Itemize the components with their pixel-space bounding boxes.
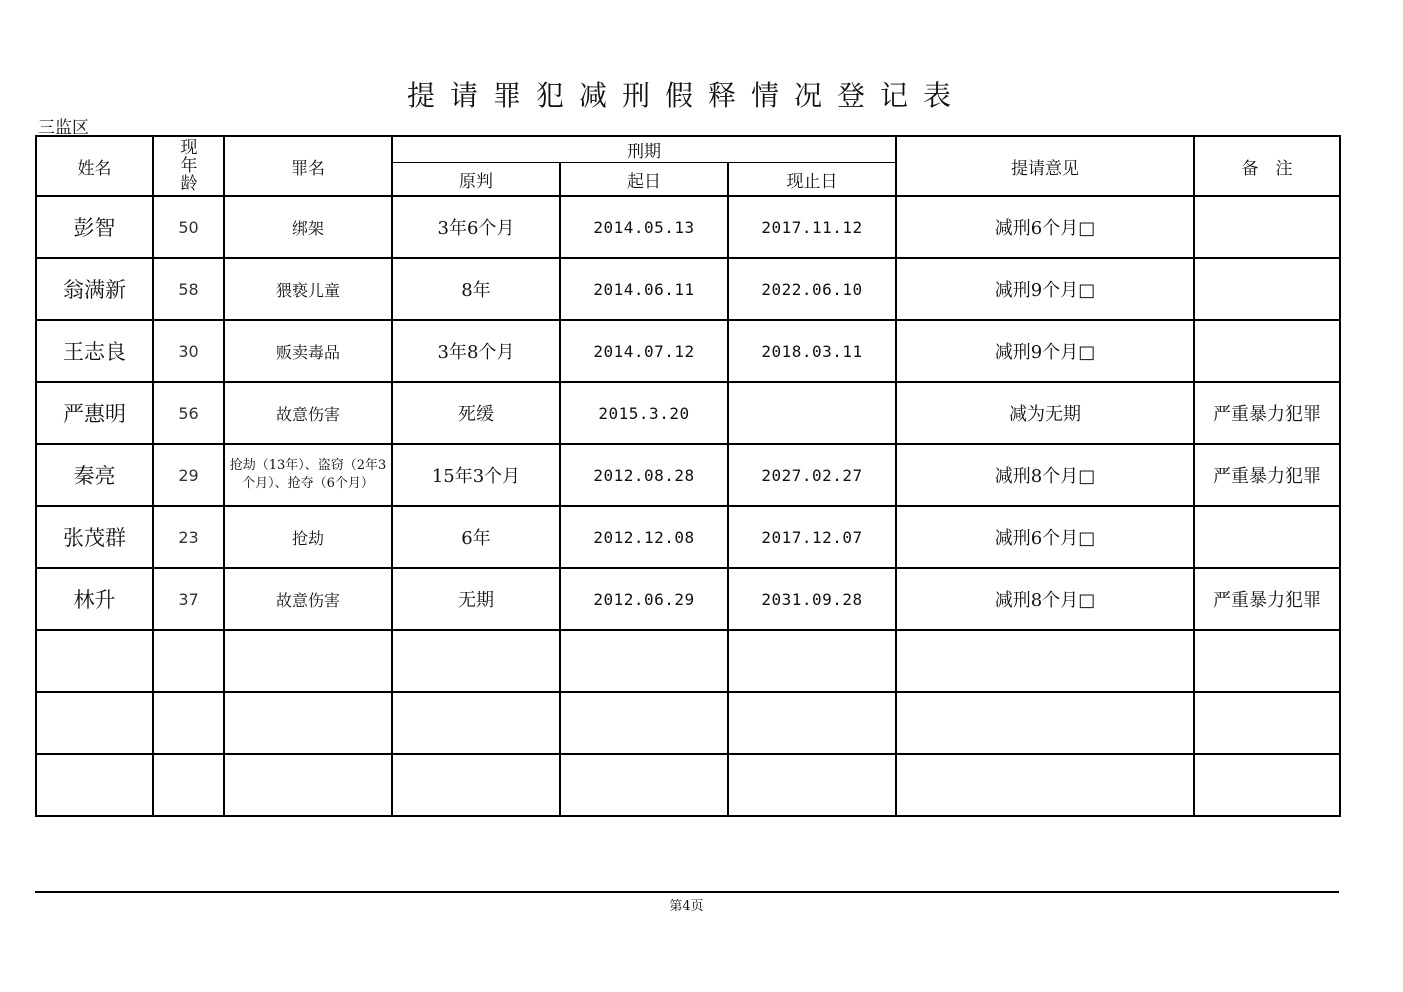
cell-age: 56 xyxy=(153,382,224,444)
table-row xyxy=(36,754,1340,816)
cell-crime: 绑架 xyxy=(224,196,392,258)
cell-end: 2022.06.10 xyxy=(728,258,896,320)
cell-original: 死缓 xyxy=(392,382,560,444)
cell-name xyxy=(36,692,153,754)
cell-original xyxy=(392,692,560,754)
cell-start: 2012.06.29 xyxy=(560,568,728,630)
cell-opinion: 减刑9个月□ xyxy=(896,320,1194,382)
cell-remark: 严重暴力犯罪 xyxy=(1194,444,1340,506)
cell-crime xyxy=(224,754,392,816)
header-end: 现止日 xyxy=(728,163,896,197)
page-number: 第4页 xyxy=(669,899,704,914)
cell-end xyxy=(728,382,896,444)
cell-original xyxy=(392,754,560,816)
page-title: 提请罪犯减刑假释情况登记表 xyxy=(406,79,966,112)
cell-age: 50 xyxy=(153,196,224,258)
cell-opinion xyxy=(896,692,1194,754)
table-row xyxy=(36,692,1340,754)
cell-end: 2031.09.28 xyxy=(728,568,896,630)
cell-original xyxy=(392,630,560,692)
cell-name: 秦亮 xyxy=(36,444,153,506)
cell-start: 2014.06.11 xyxy=(560,258,728,320)
cell-crime: 抢劫 xyxy=(224,506,392,568)
cell-age: 23 xyxy=(153,506,224,568)
cell-name: 严惠明 xyxy=(36,382,153,444)
cell-original: 无期 xyxy=(392,568,560,630)
table-row xyxy=(36,320,1340,382)
cell-start: 2014.07.12 xyxy=(560,320,728,382)
table-row xyxy=(36,506,1340,568)
cell-end xyxy=(728,630,896,692)
cell-end xyxy=(728,692,896,754)
table-body xyxy=(36,196,1340,816)
cell-original: 3年6个月 xyxy=(392,196,560,258)
cell-start: 2012.08.28 xyxy=(560,444,728,506)
cell-age xyxy=(153,630,224,692)
cell-age: 37 xyxy=(153,568,224,630)
cell-original: 6年 xyxy=(392,506,560,568)
header-age-text: 现年龄 xyxy=(180,138,198,194)
cell-end: 2027.02.27 xyxy=(728,444,896,506)
table-row xyxy=(36,258,1340,320)
cell-opinion: 减为无期 xyxy=(896,382,1194,444)
header-name: 姓名 xyxy=(36,136,153,196)
footer-divider xyxy=(35,891,1339,893)
cell-start: 2012.12.08 xyxy=(560,506,728,568)
cell-remark xyxy=(1194,196,1340,258)
table-row xyxy=(36,630,1340,692)
cell-crime xyxy=(224,692,392,754)
cell-crime: 猥亵儿童 xyxy=(224,258,392,320)
cell-opinion: 减刑8个月□ xyxy=(896,444,1194,506)
cell-remark xyxy=(1194,754,1340,816)
registration-table xyxy=(35,135,1341,817)
cell-crime: 抢劫（13年）、盗窃（2年3个月）、抢夺（6个月） xyxy=(224,444,392,506)
header-remark: 备 注 xyxy=(1194,136,1340,196)
cell-crime xyxy=(224,630,392,692)
cell-name: 翁满新 xyxy=(36,258,153,320)
cell-original: 3年8个月 xyxy=(392,320,560,382)
header-crime: 罪名 xyxy=(224,136,392,196)
cell-start: 2014.05.13 xyxy=(560,196,728,258)
cell-remark xyxy=(1194,320,1340,382)
cell-opinion xyxy=(896,630,1194,692)
cell-opinion: 减刑8个月□ xyxy=(896,568,1194,630)
cell-age: 30 xyxy=(153,320,224,382)
header-age xyxy=(153,136,224,196)
cell-remark xyxy=(1194,258,1340,320)
cell-age xyxy=(153,754,224,816)
cell-crime: 故意伤害 xyxy=(224,382,392,444)
cell-name: 林升 xyxy=(36,568,153,630)
header-start: 起日 xyxy=(560,163,728,197)
cell-age xyxy=(153,692,224,754)
cell-original: 15年3个月 xyxy=(392,444,560,506)
cell-age: 58 xyxy=(153,258,224,320)
cell-end xyxy=(728,754,896,816)
cell-name: 王志良 xyxy=(36,320,153,382)
district-label: 三监区 xyxy=(38,118,89,138)
cell-start xyxy=(560,630,728,692)
cell-opinion xyxy=(896,754,1194,816)
header-sentence: 刑期 xyxy=(392,136,896,163)
cell-remark: 严重暴力犯罪 xyxy=(1194,568,1340,630)
cell-start xyxy=(560,692,728,754)
cell-crime: 贩卖毒品 xyxy=(224,320,392,382)
cell-name xyxy=(36,630,153,692)
cell-opinion: 减刑6个月□ xyxy=(896,506,1194,568)
cell-opinion: 减刑9个月□ xyxy=(896,258,1194,320)
cell-age: 29 xyxy=(153,444,224,506)
cell-original: 8年 xyxy=(392,258,560,320)
table-row xyxy=(36,568,1340,630)
cell-remark xyxy=(1194,692,1340,754)
cell-remark xyxy=(1194,506,1340,568)
cell-end: 2017.12.07 xyxy=(728,506,896,568)
cell-opinion: 减刑6个月□ xyxy=(896,196,1194,258)
table-row xyxy=(36,382,1340,444)
cell-end: 2018.03.11 xyxy=(728,320,896,382)
cell-name xyxy=(36,754,153,816)
cell-name: 彭智 xyxy=(36,196,153,258)
cell-remark xyxy=(1194,630,1340,692)
cell-start: 2015.3.20 xyxy=(560,382,728,444)
cell-end: 2017.11.12 xyxy=(728,196,896,258)
cell-name: 张茂群 xyxy=(36,506,153,568)
cell-start xyxy=(560,754,728,816)
table-row xyxy=(36,444,1340,506)
table-row xyxy=(36,196,1340,258)
header-opinion: 提请意见 xyxy=(896,136,1194,196)
cell-crime: 故意伤害 xyxy=(224,568,392,630)
header-original: 原判 xyxy=(392,163,560,197)
cell-remark: 严重暴力犯罪 xyxy=(1194,382,1340,444)
